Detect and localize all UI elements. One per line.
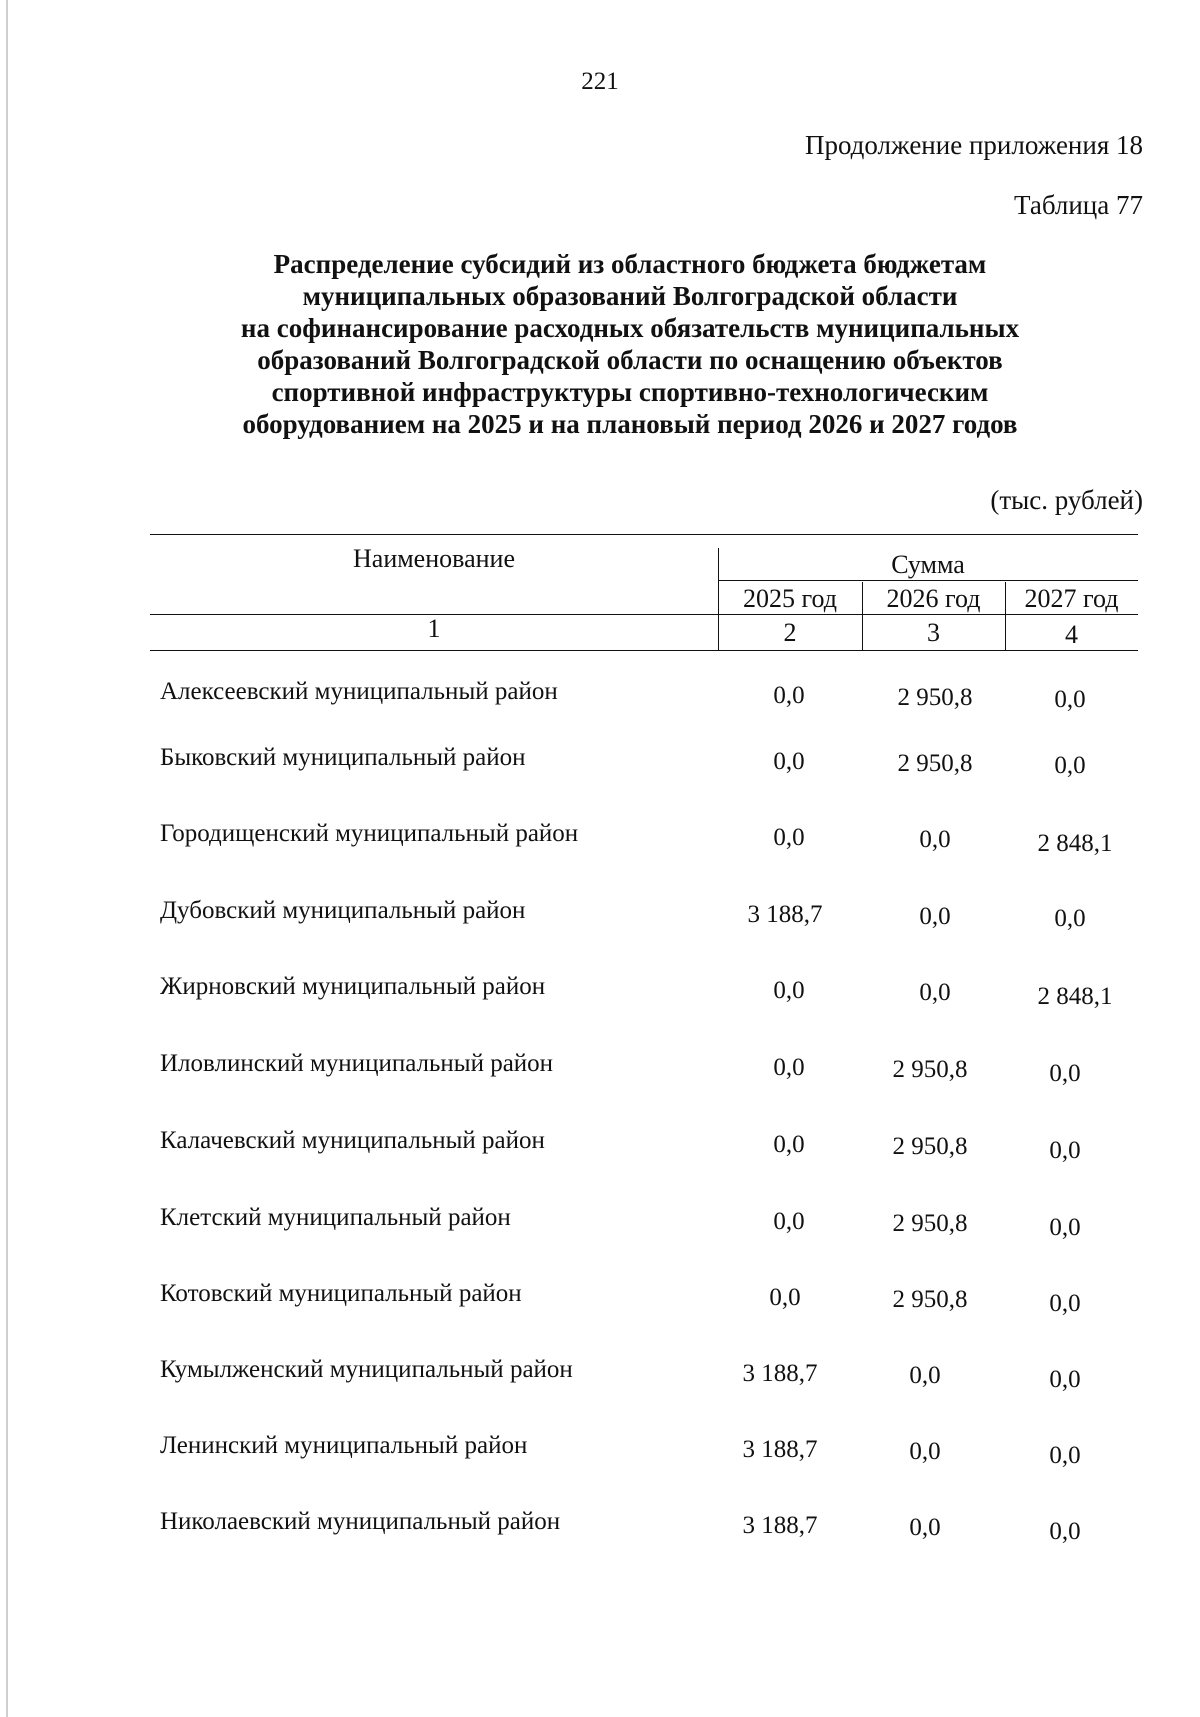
- value-2026: 2 950,8: [892, 1056, 968, 1083]
- value-2027: 0,0: [1049, 1518, 1081, 1545]
- title-line: оборудованием на 2025 и на плановый период 2026 и 2027 годов: [242, 409, 1018, 439]
- value-2027: 0,0: [1049, 1366, 1081, 1393]
- column-number: 4: [1065, 620, 1078, 649]
- value-2027: 0,0: [1049, 1290, 1081, 1317]
- table-row: [0, 1432, 1200, 1502]
- value-2025: 3 188,7: [747, 901, 823, 928]
- value-2026: 0,0: [909, 1438, 941, 1465]
- value-2026: 2 950,8: [892, 1133, 968, 1160]
- value-2025: 0,0: [773, 824, 805, 851]
- title-line: образований Волгоградской области по оснащению объектов: [257, 345, 1003, 375]
- header-sum: Сумма: [891, 550, 965, 579]
- value-2025: 0,0: [769, 1284, 801, 1311]
- appendix-continuation: Продолжение приложения 18: [804, 130, 1143, 160]
- header-year-2026: 2026 год: [886, 584, 981, 613]
- header-year-2025: 2025 год: [743, 584, 837, 613]
- value-2025: 3 188,7: [742, 1436, 818, 1463]
- header-sum-rule: [718, 580, 1138, 581]
- municipality-name: Кумылженский муниципальный район: [160, 1356, 573, 1383]
- value-2027: 0,0: [1049, 1060, 1081, 1087]
- value-2027: 0,0: [1054, 752, 1086, 779]
- header-top-rule: [150, 534, 1138, 535]
- value-2027: 0,0: [1049, 1137, 1081, 1164]
- table-row: [0, 1356, 1200, 1426]
- value-2025: 0,0: [773, 1131, 805, 1158]
- table-row: [0, 1050, 1200, 1120]
- value-2026: 2 950,8: [897, 684, 973, 711]
- value-2025: 0,0: [773, 977, 805, 1004]
- municipality-name: Городищенский муниципальный район: [160, 820, 579, 847]
- table-row: [0, 820, 1200, 890]
- value-2026: 2 950,8: [892, 1286, 968, 1313]
- units-label: (тыс. рублей): [990, 485, 1143, 515]
- value-2025: 0,0: [773, 748, 805, 775]
- municipality-name: Николаевский муниципальный район: [160, 1508, 561, 1535]
- title-line: муниципальных образований Волгоградской области: [302, 281, 958, 311]
- value-2025: 0,0: [773, 1208, 805, 1235]
- value-2025: 0,0: [773, 1054, 805, 1081]
- header-name: Наименование: [353, 544, 515, 573]
- municipality-name: Быковский муниципальный район: [160, 744, 526, 771]
- value-2027: 0,0: [1049, 1214, 1081, 1241]
- municipality-name: Котовский муниципальный район: [160, 1280, 522, 1307]
- table-row: [0, 1204, 1200, 1274]
- table-row: [0, 1127, 1200, 1197]
- value-2026: 0,0: [909, 1362, 941, 1389]
- header-bottom-rule: [150, 650, 1138, 651]
- municipality-name: Клетский муниципальный район: [160, 1204, 511, 1231]
- value-2026: 0,0: [919, 979, 951, 1006]
- value-2026: 0,0: [919, 903, 951, 930]
- value-2027: 2 848,1: [1037, 830, 1113, 857]
- municipality-name: Иловлинский муниципальный район: [160, 1050, 554, 1077]
- title-line: на софинансирование расходных обязательств муниципальных: [240, 313, 1020, 343]
- page-number: 221: [581, 68, 619, 95]
- municipality-name: Дубовский муниципальный район: [160, 897, 526, 924]
- value-2025: 0,0: [773, 682, 805, 709]
- table-number: Таблица 77: [1014, 190, 1143, 220]
- value-2026: 0,0: [919, 826, 951, 853]
- municipality-name: Алексеевский муниципальный район: [160, 678, 558, 705]
- value-2027: 0,0: [1054, 905, 1086, 932]
- value-2026: 0,0: [909, 1514, 941, 1541]
- table-row: [0, 1508, 1200, 1578]
- value-2025: 3 188,7: [742, 1360, 818, 1387]
- value-2025: 3 188,7: [742, 1512, 818, 1539]
- value-2027: 0,0: [1049, 1442, 1081, 1469]
- header-year-2027: 2027 год: [1024, 584, 1119, 613]
- column-number: 1: [427, 614, 441, 643]
- table-row: [0, 1280, 1200, 1350]
- value-2026: 2 950,8: [892, 1210, 968, 1237]
- value-2027: 0,0: [1054, 686, 1086, 713]
- column-number: 3: [927, 618, 940, 647]
- table-row: [0, 678, 1200, 748]
- municipality-name: Жирновский муниципальный район: [160, 973, 546, 1000]
- municipality-name: Ленинский муниципальный район: [160, 1432, 528, 1459]
- document-title: [150, 248, 1110, 440]
- table-row: [0, 744, 1200, 814]
- table-row: [0, 897, 1200, 967]
- municipality-name: Калачевский муниципальный район: [160, 1127, 545, 1154]
- value-2027: 2 848,1: [1037, 983, 1113, 1010]
- value-2026: 2 950,8: [897, 750, 973, 777]
- title-line: спортивной инфраструктуры спортивно-технологическим: [271, 377, 989, 407]
- title-line: Распределение субсидий из областного бюджета бюджетам: [273, 249, 987, 279]
- table-row: [0, 973, 1200, 1043]
- column-number: 2: [783, 618, 797, 647]
